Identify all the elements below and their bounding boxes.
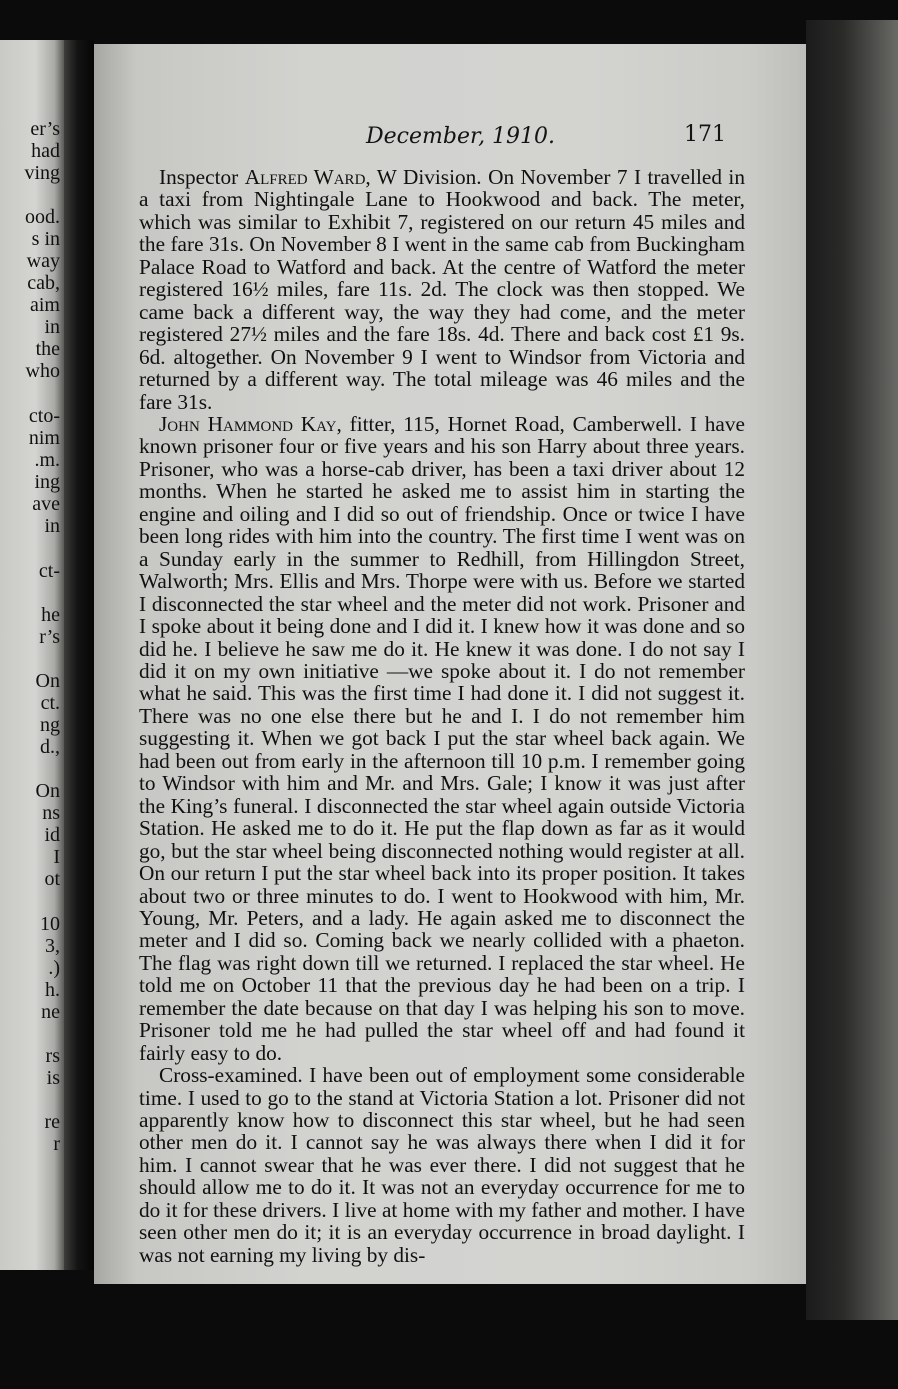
page-number: 171 <box>684 122 726 147</box>
book-gutter <box>64 40 94 1270</box>
facing-page-text-fragment: ot <box>44 868 60 890</box>
facing-page-text-fragment: who <box>25 360 60 382</box>
facing-page-text-fragment: way <box>26 250 60 272</box>
facing-page-text-fragment: he <box>41 604 60 626</box>
facing-page-text-fragment: h. <box>45 979 60 1001</box>
facing-page-text-fragment: r <box>53 1133 60 1155</box>
facing-page-text-fragment: s in <box>31 228 60 250</box>
facing-page-text-fragment: On <box>35 670 60 692</box>
facing-page-text-fragment: ct- <box>38 560 60 582</box>
facing-page-text-fragment: 10 <box>40 913 60 935</box>
facing-page-text-fragment: er’s <box>30 118 60 140</box>
facing-page-text-fragment: On <box>35 780 60 802</box>
facing-page-text-fragment: 3, <box>45 935 60 957</box>
facing-page-text-fragment: .m. <box>34 449 60 471</box>
speaker-name: Alfred Ward <box>244 165 366 189</box>
paragraph-cross-examination <box>139 1064 745 1266</box>
facing-page-text-fragment: ns <box>42 802 60 824</box>
facing-page-text-fragment: aim <box>30 294 60 316</box>
facing-page-text-fragment: ng <box>40 714 60 736</box>
speaker-prefix: Inspector <box>159 165 245 189</box>
facing-page-text-fragment: I <box>53 846 60 868</box>
scan-border <box>806 20 898 1320</box>
facing-page-text-fragment: is <box>46 1067 60 1089</box>
facing-page-text-fragment: nim <box>28 427 60 449</box>
paragraph-text: Cross-examined. I have been out of employment some considerable time. I used to go to the stand at Victoria Station a lot. Prisoner did not apparently know how to disconnect this star wheel, but he had seen other men do it. I cannot say he was always there when I did it for him. I cannot swear that he was ever there. I did not suggest that he should allow me to do it. It was not an everyday occurrence for me to do it for these drivers. I live at home with my father and mother. I have seen other men do it; it is an everyday occurrence in broad daylight. I was not earning my living by dis- <box>139 1063 745 1267</box>
facing-page-text-fragment: the <box>35 338 60 360</box>
facing-page-text-fragment: ct. <box>40 692 60 714</box>
facing-page-text-fragment: ving <box>24 162 60 184</box>
facing-page-text-fragment: .) <box>48 957 60 979</box>
page-header <box>94 120 806 150</box>
facing-page-text-fragment: cto- <box>28 405 60 427</box>
paragraph-ward-testimony <box>139 166 745 413</box>
paragraph-text: , W Division. On November 7 I travelled in a taxi from Nightingale Lane to Hookwood and back. The meter, which was similar to Exhibit 7, registered on our return 45 miles and the fare 31s. On November 8 I went in the same cab from Buckingham Palace Road to Watford and back. At the centre of Watford the meter registered 16½ miles, fare 11s. 2d. The clock was then stopped. We came back a different way, the way they had come, and the meter registered 27½ miles and the fare 18s. 4d. There and back cost £1 9s. 6d. altogether. On November 9 I went to Windsor from Victoria and returned by a different way. The total mileage was 46 miles and the fare 31s. <box>139 165 745 414</box>
facing-page-text-fragment: ave <box>32 493 60 515</box>
facing-page-text-fragment: rs <box>45 1045 60 1067</box>
paragraph-text: , fitter, 115, Hornet Road, Camberwell. I have known prisoner four or five years and his son Harry about three years. Prisoner, who was a horse-cab driver, has been a taxi driver about 12 months. When he started he asked me to assist him in starting the engine and oiling and I did so out of friendship. Once or twice I have been long rides with him into the country. The first time I went was on a Sunday early in the summer to Redhill, from Hillingdon Street, Walworth; Mrs. Ellis and Mrs. Thorpe were with us. Before we started I disconnected the star wheel and the meter did not work. Prisoner and I spoke about it being done and I did it. I knew how it was done and so did he. I believe he saw me do it. He knew it was done. I do not say I did it on my own initiative —we spoke about it. I do not remember what he said. This was the first time I had done it. I did not suggest it. There was no one else there but he and I. I do not remember him suggesting it. When we got back I put the star wheel back again. We had been out from early in the afternoon till 10 p.m. I remember going to Windsor with him and Mr. and Mrs. Gale; I know it was just after the King’s funeral. I disconnected the star wheel again outside Victoria Station. He asked me to do it. He put the flap down as far as it would go, but the star wheel being disconnected nothing would register at all. On our return I put the star wheel back into its proper position. It takes about two or three minutes to do. I went to Hookwood with him, Mr. Young, Mr. Peters, and a lady. He again asked me to disconnect the meter and I did so. Coming back we nearly collided with a phaeton. The flag was right down till we returned. I replaced the star wheel. He told me on October 11 that the previous day he had been on a trip. I remember the date because on that day I was helping his son to move. Prisoner told me he had pulled the star wheel off and had found it fairly easy to do. <box>139 411 745 1065</box>
paragraph-kay-testimony <box>139 413 745 1064</box>
facing-page-text-fragment: in <box>44 316 60 338</box>
facing-page-text-fragment: ne <box>41 1001 60 1023</box>
book-page <box>94 44 806 1284</box>
facing-page-text-fragment: had <box>31 140 60 162</box>
facing-page-text-fragment: id <box>44 824 60 846</box>
facing-page-fragment <box>0 40 64 1270</box>
running-head: December, 1910. <box>366 124 556 149</box>
page-body <box>139 166 745 1266</box>
facing-page-text-fragment: cab, <box>27 272 60 294</box>
facing-page-text-fragment: ing <box>34 471 60 493</box>
facing-page-text-fragment: d., <box>40 736 60 758</box>
facing-page-text-fragment: re <box>44 1111 60 1133</box>
facing-page-text-fragment: ood. <box>25 206 60 228</box>
speaker-name: John Hammond Kay <box>159 411 337 436</box>
facing-page-text-fragment: r’s <box>39 626 60 648</box>
facing-page-text-fragment: in <box>44 515 60 537</box>
